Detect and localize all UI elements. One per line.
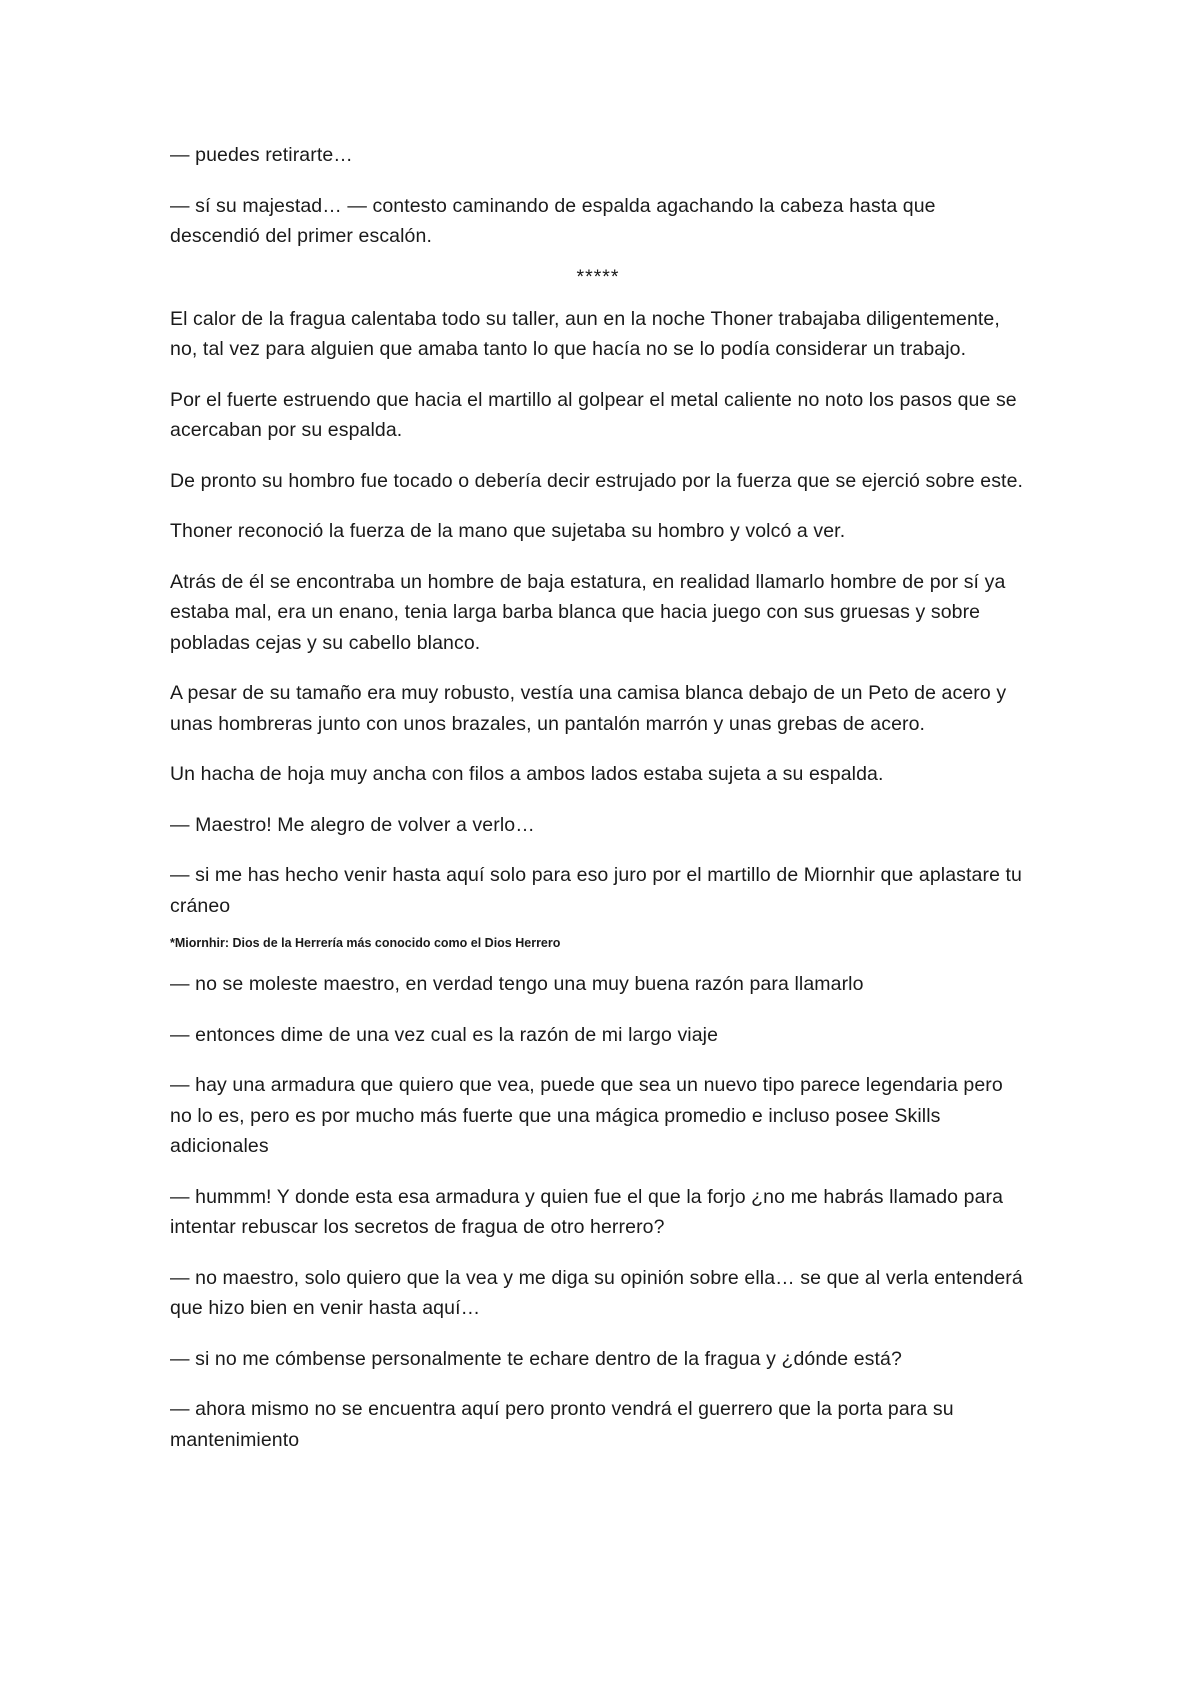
narrative-paragraph: De pronto su hombro fue tocado o debería decir estrujado por la fuerza que se ejerció sobre este. bbox=[170, 469, 1024, 492]
narrative-paragraph: El calor de la fragua calentaba todo su taller, aun en la noche Thoner trabajaba diligentemente, no, tal vez para alguien que amaba tanto lo que hacía no se lo podía considerar un trabajo. bbox=[170, 307, 1000, 360]
footnote: *Miornhir: Dios de la Herrería más conocido como el Dios Herrero bbox=[170, 936, 561, 950]
dialogue-paragraph: — si me has hecho venir hasta aquí solo para eso juro por el martillo de Miornhir que aplastare tu cráneo bbox=[170, 864, 1022, 917]
page-body bbox=[170, 140, 1026, 1455]
dialogue-paragraph: — ahora mismo no se encuentra aquí pero pronto vendrá el guerrero que la porta para su mantenimiento bbox=[170, 1398, 954, 1451]
dialogue-paragraph: — sí su majestad… — contesto caminando de espalda agachando la cabeza hasta que descendió del primer escalón. bbox=[170, 194, 936, 247]
narrative-paragraph: Thoner reconoció la fuerza de la mano que sujetaba su hombro y volcó a ver. bbox=[170, 520, 846, 542]
dialogue-paragraph: — Maestro! Me alegro de volver a verlo… bbox=[170, 813, 535, 836]
narrative-paragraph: Por el fuerte estruendo que hacia el martillo al golpear el metal caliente no noto los pasos que se acercaban por su espalda. bbox=[170, 388, 1017, 441]
narrative-paragraph: Atrás de él se encontraba un hombre de baja estatura, en realidad llamarlo hombre de por sí ya estaba mal, era un enano, tenia larga barba blanca que hacia juego con sus gruesas y sobre pobladas cejas y su cabello blanco. bbox=[170, 570, 1006, 654]
dialogue-paragraph: — entonces dime de una vez cual es la razón de mi largo viaje bbox=[170, 1023, 719, 1046]
dialogue-paragraph: — si no me cómbense personalmente te echare dentro de la fragua y ¿dónde está? bbox=[170, 1347, 902, 1370]
dialogue-paragraph: — hummm! Y donde esta esa armadura y quien fue el que la forjo ¿no me habrás llamado para intentar rebuscar los secretos de fragua de otro herrero? bbox=[170, 1185, 1004, 1238]
dialogue-paragraph: — hay una armadura que quiero que vea, puede que sea un nuevo tipo parece legendaria pero no lo es, pero es por mucho más fuerte que una mágica promedio e incluso posee Skills adicionales bbox=[170, 1074, 1003, 1157]
dialogue-paragraph: — puedes retirarte… bbox=[170, 144, 353, 166]
dialogue-paragraph: — no maestro, solo quiero que la vea y me diga su opinión sobre ella… se que al verla entenderá que hizo bien en venir hasta aquí… bbox=[170, 1266, 1023, 1319]
narrative-paragraph: Un hacha de hoja muy ancha con filos a ambos lados estaba sujeta a su espalda. bbox=[170, 763, 884, 785]
scene-separator: ***** bbox=[576, 265, 620, 288]
narrative-paragraph: A pesar de su tamaño era muy robusto, vestía una camisa blanca debajo de un Peto de acero y unas hombreras junto con unos brazales, un pantalón marrón y unas grebas de acero. bbox=[170, 682, 1007, 735]
dialogue-paragraph: — no se moleste maestro, en verdad tengo una muy buena razón para llamarlo bbox=[170, 973, 864, 995]
